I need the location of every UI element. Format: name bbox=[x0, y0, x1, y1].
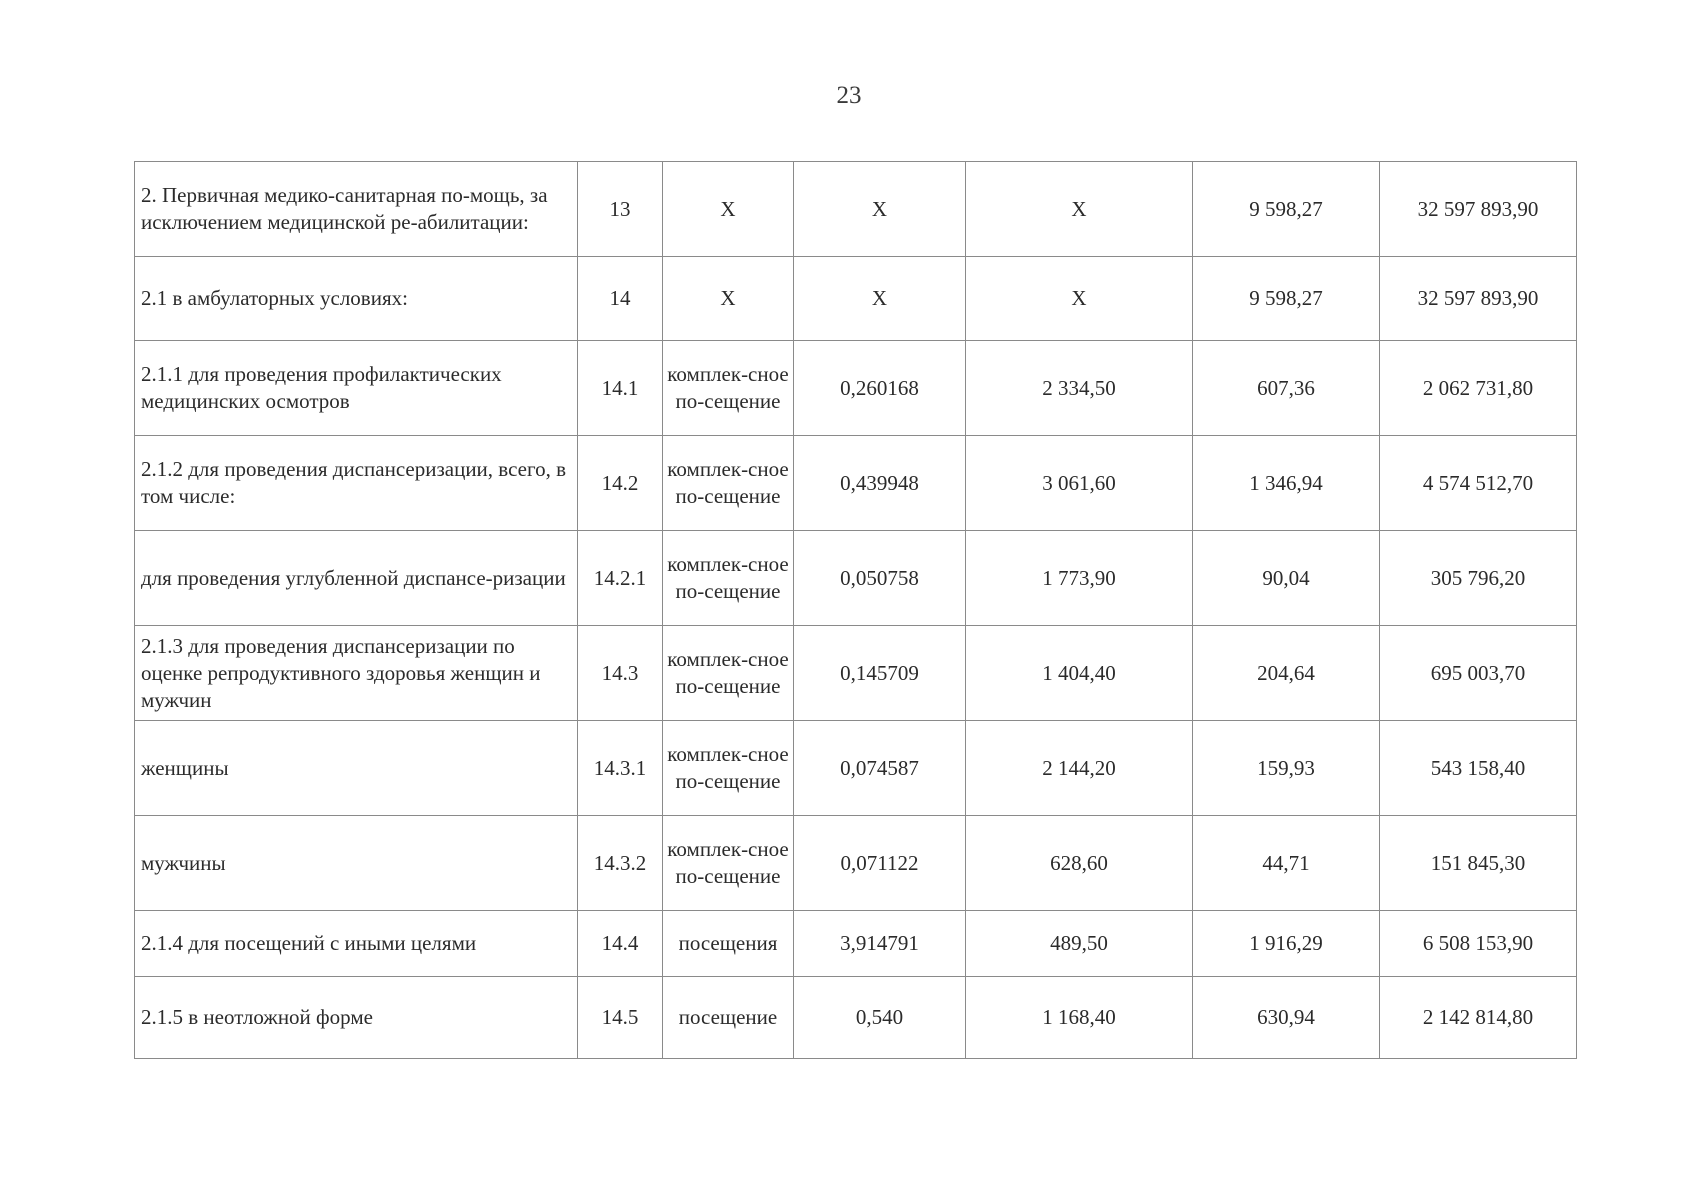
row-per-capita: 9 598,27 bbox=[1193, 162, 1380, 257]
row-norm: 0,260168 bbox=[794, 341, 966, 436]
row-per-capita: 1 916,29 bbox=[1193, 911, 1380, 977]
row-per-capita: 204,64 bbox=[1193, 626, 1380, 721]
row-name: 2.1 в амбулаторных условиях: bbox=[135, 257, 578, 341]
table-row bbox=[135, 436, 1577, 531]
row-code: 14 bbox=[578, 257, 663, 341]
row-cost: X bbox=[966, 257, 1193, 341]
row-cost: X bbox=[966, 162, 1193, 257]
data-table bbox=[134, 161, 1577, 1059]
row-cost: 489,50 bbox=[966, 911, 1193, 977]
row-cost: 628,60 bbox=[966, 816, 1193, 911]
row-per-capita: 9 598,27 bbox=[1193, 257, 1380, 341]
row-unit: комплек-сное по-сещение bbox=[663, 436, 794, 531]
row-norm: 0,540 bbox=[794, 977, 966, 1059]
row-name: 2. Первичная медико-санитарная по-мощь, за исключением медицинской ре-абилитации: bbox=[135, 162, 578, 257]
row-cost: 2 334,50 bbox=[966, 341, 1193, 436]
row-unit: посещение bbox=[663, 977, 794, 1059]
row-code: 14.2 bbox=[578, 436, 663, 531]
row-name: для проведения углубленной диспансе-ризации bbox=[135, 531, 578, 626]
row-total: 151 845,30 bbox=[1380, 816, 1577, 911]
row-unit: посещения bbox=[663, 911, 794, 977]
row-code: 14.4 bbox=[578, 911, 663, 977]
row-total: 32 597 893,90 bbox=[1380, 257, 1577, 341]
table-row bbox=[135, 257, 1577, 341]
table-row bbox=[135, 977, 1577, 1059]
row-norm: 0,439948 bbox=[794, 436, 966, 531]
row-unit: комплек-сное по-сещение bbox=[663, 721, 794, 816]
row-code: 14.1 bbox=[578, 341, 663, 436]
row-per-capita: 159,93 bbox=[1193, 721, 1380, 816]
row-norm: 0,050758 bbox=[794, 531, 966, 626]
row-code: 14.2.1 bbox=[578, 531, 663, 626]
row-total: 543 158,40 bbox=[1380, 721, 1577, 816]
table-row bbox=[135, 911, 1577, 977]
row-cost: 1 168,40 bbox=[966, 977, 1193, 1059]
page-number: 23 bbox=[836, 82, 862, 109]
row-name: 2.1.2 для проведения диспансеризации, всего, в том числе: bbox=[135, 436, 578, 531]
row-per-capita: 630,94 bbox=[1193, 977, 1380, 1059]
row-per-capita: 607,36 bbox=[1193, 341, 1380, 436]
row-code: 14.3.1 bbox=[578, 721, 663, 816]
row-total: 4 574 512,70 bbox=[1380, 436, 1577, 531]
row-unit: комплек-сное по-сещение bbox=[663, 816, 794, 911]
row-name: 2.1.3 для проведения диспансеризации по оценке репродуктивного здоровья женщин и мужчин bbox=[135, 626, 578, 721]
row-unit: комплек-сное по-сещение bbox=[663, 626, 794, 721]
row-name: мужчины bbox=[135, 816, 578, 911]
row-total: 2 062 731,80 bbox=[1380, 341, 1577, 436]
row-norm: X bbox=[794, 162, 966, 257]
row-total: 695 003,70 bbox=[1380, 626, 1577, 721]
row-unit: комплек-сное по-сещение bbox=[663, 531, 794, 626]
row-total: 305 796,20 bbox=[1380, 531, 1577, 626]
table-row bbox=[135, 816, 1577, 911]
row-code: 13 bbox=[578, 162, 663, 257]
table-row bbox=[135, 721, 1577, 816]
row-norm: 0,074587 bbox=[794, 721, 966, 816]
row-norm: X bbox=[794, 257, 966, 341]
table-row bbox=[135, 341, 1577, 436]
row-code: 14.3 bbox=[578, 626, 663, 721]
row-cost: 2 144,20 bbox=[966, 721, 1193, 816]
row-total: 32 597 893,90 bbox=[1380, 162, 1577, 257]
row-name: 2.1.4 для посещений с иными целями bbox=[135, 911, 578, 977]
row-cost: 1 404,40 bbox=[966, 626, 1193, 721]
row-norm: 3,914791 bbox=[794, 911, 966, 977]
table-row bbox=[135, 626, 1577, 721]
row-norm: 0,145709 bbox=[794, 626, 966, 721]
row-code: 14.5 bbox=[578, 977, 663, 1059]
row-total: 2 142 814,80 bbox=[1380, 977, 1577, 1059]
table-row bbox=[135, 531, 1577, 626]
row-unit: комплек-сное по-сещение bbox=[663, 341, 794, 436]
row-per-capita: 90,04 bbox=[1193, 531, 1380, 626]
row-cost: 3 061,60 bbox=[966, 436, 1193, 531]
row-cost: 1 773,90 bbox=[966, 531, 1193, 626]
row-total: 6 508 153,90 bbox=[1380, 911, 1577, 977]
row-name: 2.1.5 в неотложной форме bbox=[135, 977, 578, 1059]
row-norm: 0,071122 bbox=[794, 816, 966, 911]
row-code: 14.3.2 bbox=[578, 816, 663, 911]
row-name: женщины bbox=[135, 721, 578, 816]
row-per-capita: 1 346,94 bbox=[1193, 436, 1380, 531]
row-unit: X bbox=[663, 162, 794, 257]
row-unit: X bbox=[663, 257, 794, 341]
table-row bbox=[135, 162, 1577, 257]
row-name: 2.1.1 для проведения профилактических медицинских осмотров bbox=[135, 341, 578, 436]
row-per-capita: 44,71 bbox=[1193, 816, 1380, 911]
